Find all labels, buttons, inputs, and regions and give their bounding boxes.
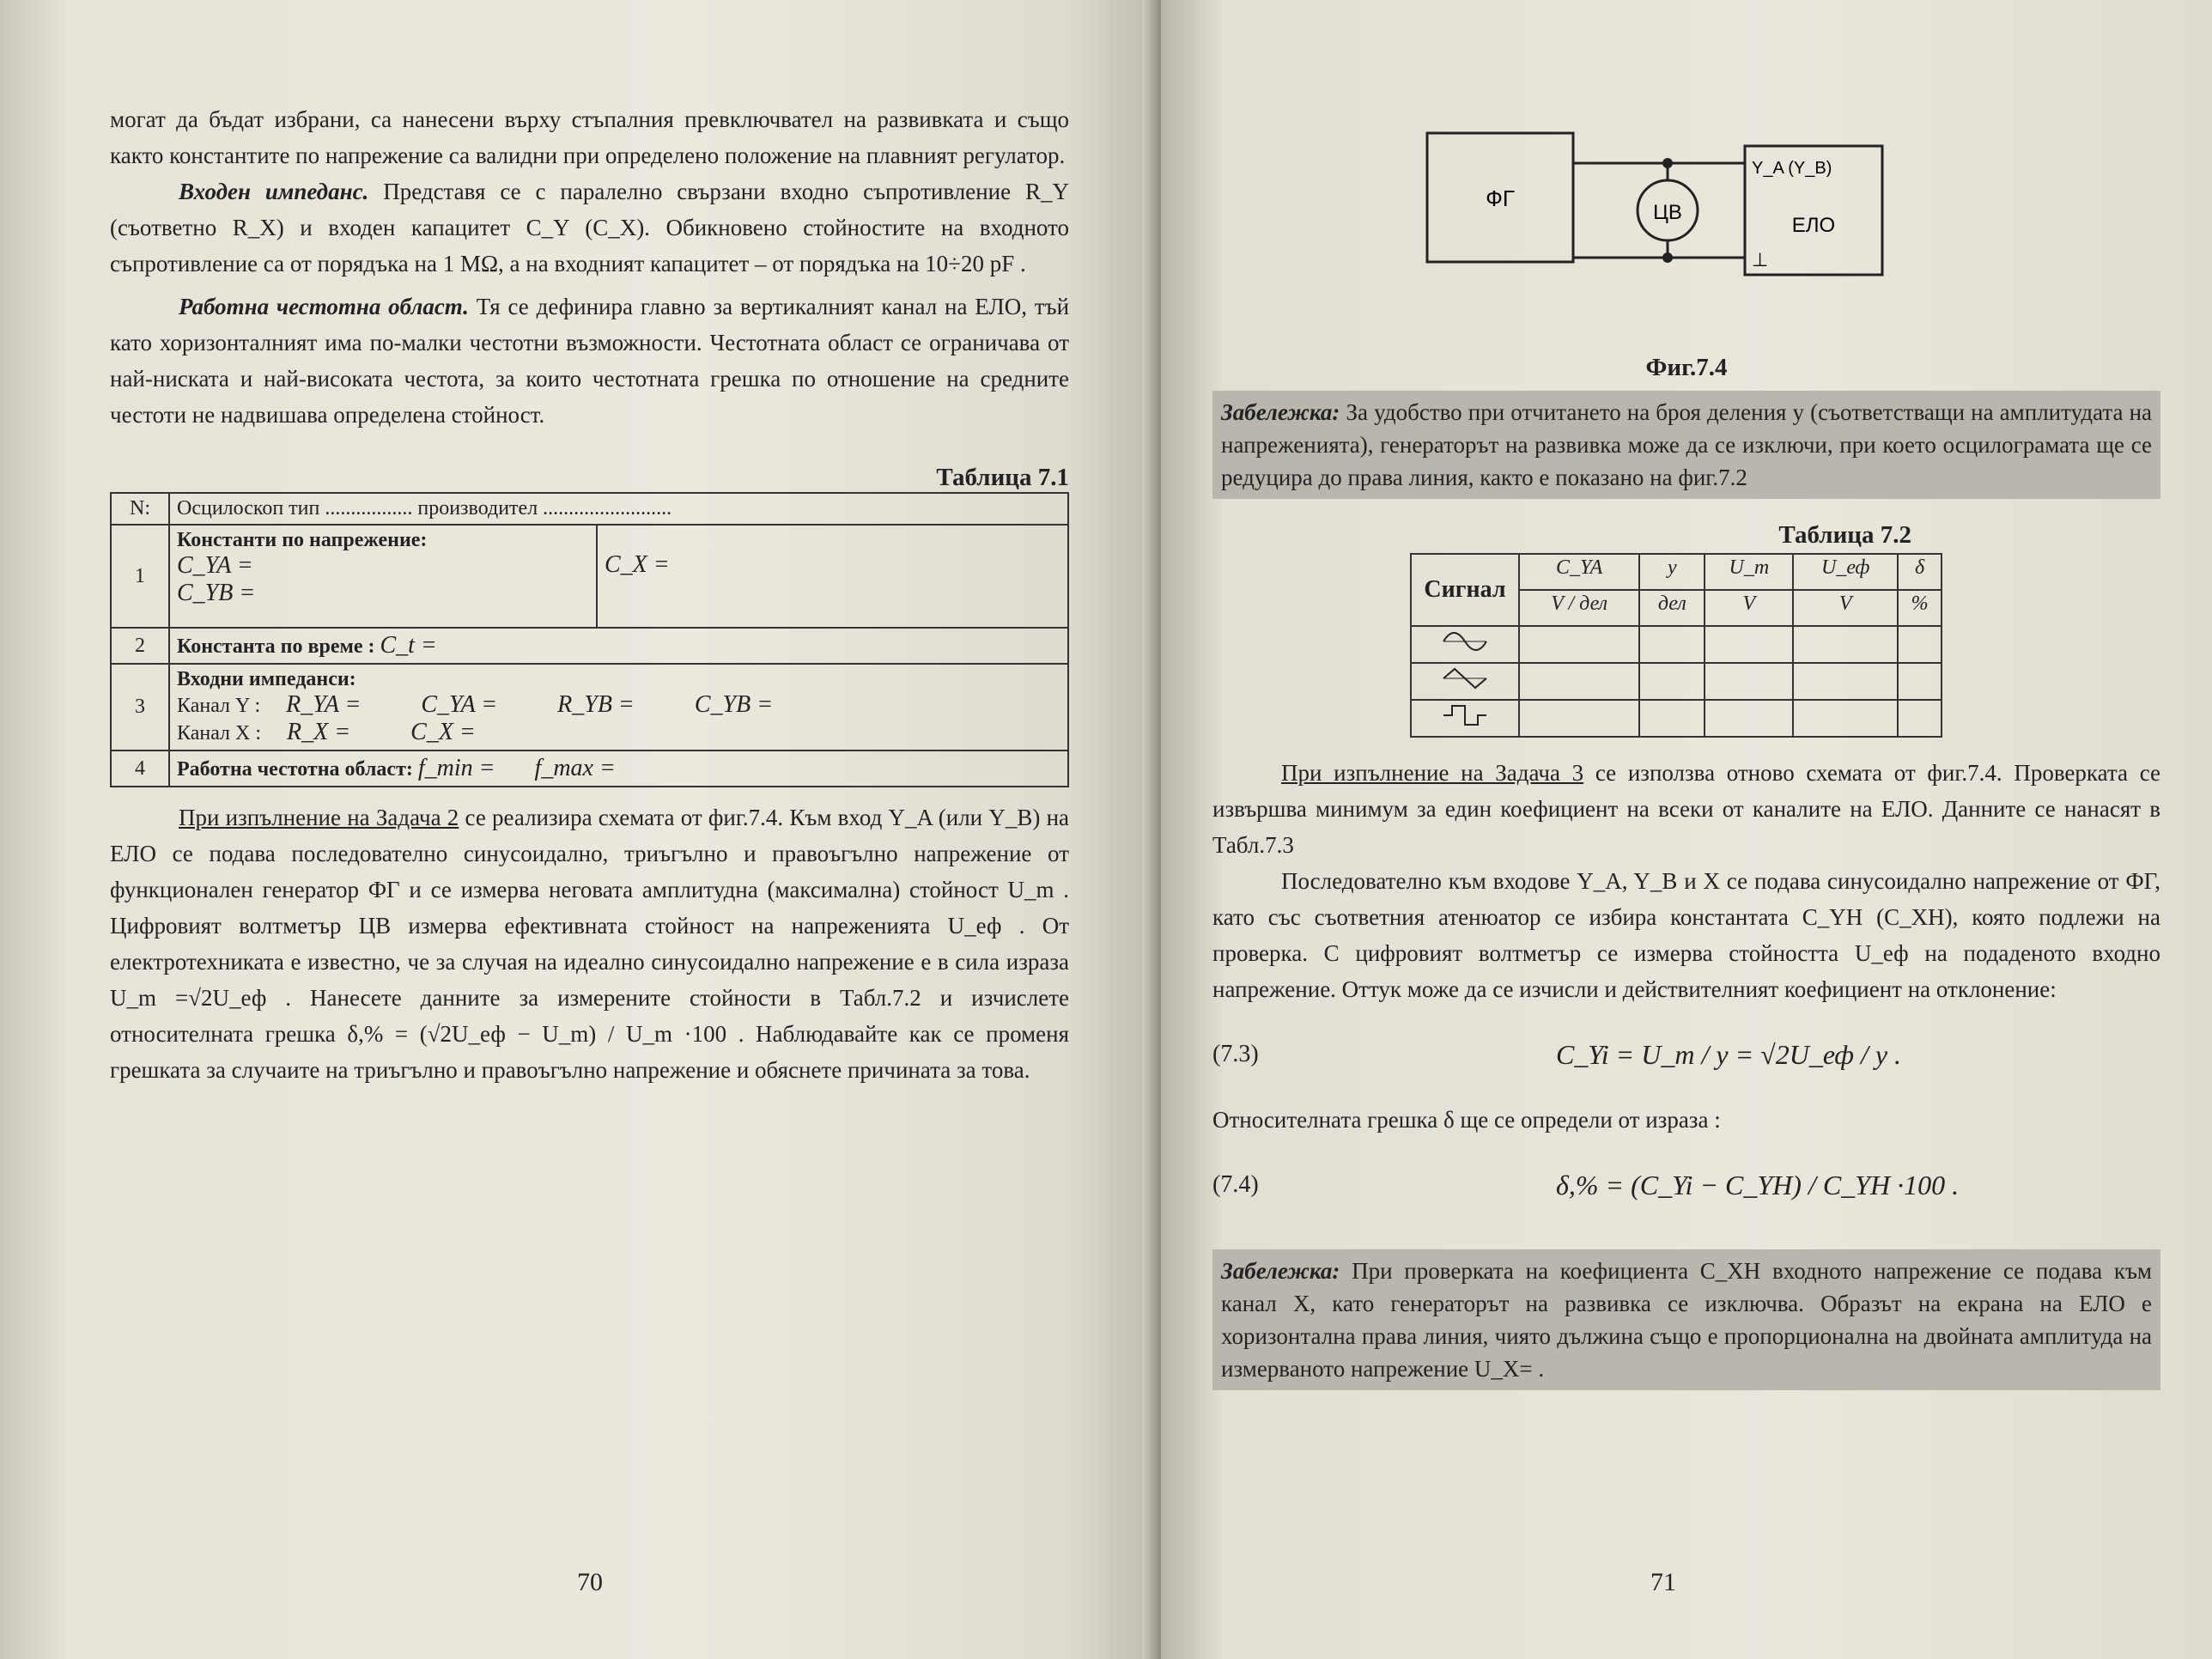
cyb-label: C_YB = [694, 691, 774, 718]
triangle-wave-icon [1411, 663, 1519, 700]
signal-header: Сигнал [1411, 554, 1519, 626]
note-1 [1212, 391, 2160, 499]
row-number: 1 [111, 525, 169, 628]
impedances-cell [169, 664, 1068, 750]
note-2 [1212, 1249, 2160, 1390]
cx-label: C_X = [605, 551, 670, 578]
row-number: 4 [111, 750, 169, 787]
col-header: y [1639, 554, 1705, 590]
time-constant-cell [169, 628, 1068, 664]
fg-label: ФГ [1486, 185, 1515, 211]
col-header: C_YA [1519, 554, 1639, 590]
note2-label: Забележка: [1221, 1258, 1340, 1284]
junction-top [1662, 158, 1673, 168]
equation-label: (7.4) [1212, 1171, 1259, 1198]
paragraph-error: Относителната грешка δ ще се определи от израза : [1212, 1107, 1721, 1133]
task2-text: се реализира схемата от фиг.7.4. Към вход Y_A (или Y_B) на ЕЛО се подава последователно синусоидално, триъгълно и правоъгълно напрежение от функционален генератор ФГ и се измерва неговата амплитудна (максимална) стойност U_m . Цифровият волтметър ЦВ измерва ефективната стойност на напреженията U_еф . От електротехниката е известно, че за случая на идеално синусоидално напрежение е в сила израза U_m =√2U_еф . Нанесете данните за измерените стойности в Табл.7.2 и изчислете относителната грешка δ,% = (√2U_еф − U_m) / U_m ·100 . Наблюдавайте как се променя грешката за случаите на триъгълно и правоъгълно напрежение и обяснете причината за това. [110, 805, 1069, 1083]
col-header: δ [1898, 554, 1942, 590]
rya-label: R_YA = [286, 691, 362, 718]
right-page [1161, 0, 2212, 1659]
table-header-n: N: [111, 493, 169, 525]
channel-x-label: Канал X : [177, 722, 262, 744]
ct-label: C_t = [380, 632, 437, 659]
table-7-1 [110, 492, 1069, 787]
circuit-diagram [1367, 94, 1968, 318]
paragraph-impedance [110, 173, 1069, 282]
equation-label: (7.3) [1212, 1041, 1259, 1067]
paragraph-frequency [110, 289, 1069, 433]
figure-caption: Фиг.7.4 [1645, 354, 1728, 381]
col-header: U_еф [1793, 554, 1898, 590]
note1-text: За удобство при отчитането на броя деления y (съответстващи на амплитудата на напреженията), генераторът на развивка може да се изключи, при което осцилограмата ще се редуцира до права линия, както е показано на фиг.7.2 [1221, 399, 2153, 490]
square-wave-icon [1411, 700, 1519, 737]
fmax-label: f_max = [534, 755, 616, 781]
impedance-text: Представя се с паралелно свързани входно съпротивление R_Y (съответно R_X) и входен капацитет C_Y (C_X). Обикновено стойностите на входното съпротивление са от порядъка на 1 MΩ, а на входният капацитет – от порядъка на 10÷20 pF . [110, 179, 1069, 276]
unit-cell: V [1793, 590, 1898, 626]
note2-text: При проверката на коефициента C_XH входното напрежение се подава към канал X, като генераторът на развивка се изключва. Образът на екрана на ЕЛО е хоризонтална права линия, чиято дължина също е пропорционална на двойната амплитуда на измерваното напрежение U_X= . [1221, 1258, 2152, 1382]
table-7-1-caption: Таблица 7.1 [936, 464, 1069, 491]
task3-link: При изпълнение на Задача 3 [1281, 760, 1584, 786]
paragraph-sequence: Последователно към входове Y_A, Y_B и X се подава синусоидално напрежение от ФГ, като със съответния атенюатор се избира константата C_YH (C_XH), която подлежи на проверка. С цифровият волтметър се измерва стойността U_еф на подаденото входно напрежение. Оттук може да се изчисли и действителният коефициент на отклонение: [1212, 868, 2160, 1002]
rx-label: R_X = [287, 719, 351, 745]
page-number-left: 70 [577, 1568, 603, 1596]
task2-link: При изпълнение на Задача 2 [179, 805, 459, 830]
equation-formula: C_Yi = U_m / y = √2U_еф / y . [1556, 1038, 1902, 1070]
input-label: Y_A (Y_B) [1752, 159, 1832, 178]
ryb-label: R_YB = [557, 691, 635, 718]
cx-label: C_X = [410, 719, 476, 745]
frequency-range-title: Работна честотна област: [177, 758, 413, 781]
equation-7-3 [1212, 1007, 2160, 1102]
col-header: U_m [1705, 554, 1793, 590]
junction-bottom [1662, 252, 1673, 263]
cya-label: C_YA = [177, 552, 253, 579]
note1-label: Забележка: [1221, 399, 1340, 425]
channel-y-label: Канал Y : [177, 695, 261, 717]
paragraph-task3 [1212, 755, 2160, 863]
cx-cell [597, 525, 1068, 628]
unit-cell: V / дел [1519, 590, 1639, 626]
figure-7-4 [1367, 94, 2160, 343]
time-constant-title: Константа по време : [177, 635, 375, 658]
cv-label: ЦВ [1653, 201, 1682, 224]
unit-cell: V [1705, 590, 1793, 626]
frequency-text: Тя се дефинира главно за вертикалният канал на ЕЛО, тъй като хоризонталният има по-малки честотни възможности. Честотната област се ограничава от най-ниската и най-високата честота, за които честотната грешка по отношение на средните честоти не надвишава определена стойност. [110, 294, 1070, 428]
table-7-2-caption: Таблица 7.2 [1778, 521, 1911, 549]
paragraph-task2 [110, 799, 1069, 1088]
unit-cell: дел [1639, 590, 1705, 626]
cya-label: C_YA = [421, 691, 498, 718]
table-header-text: Осцилоскоп тип ................. производител ......................... [169, 493, 1068, 525]
equation-formula: δ,% = (C_Yi − C_YH) / C_YH ·100 . [1556, 1169, 1960, 1200]
cyb-label: C_YB = [177, 580, 256, 606]
voltage-constants-cell [169, 525, 597, 628]
paragraph-intro: могат да бъдат избрани, са нанесени върху стъпалния превключвател на развивката и също както константите по напрежение са валидни при определено положение на плавният регулатор. [110, 106, 1069, 168]
voltage-constants-title: Константи по напрежение: [177, 529, 428, 551]
frequency-range-cell [169, 750, 1068, 787]
equation-7-4 [1212, 1138, 2160, 1232]
impedance-title: Входен импеданс. [179, 179, 369, 204]
page-number-right: 71 [1650, 1568, 1676, 1596]
task3-text: се използва отново схемата от фиг.7.4. Проверката се извършва минимум за един коефициент на всеки от каналите на ЕЛО. Данните се нанасят в Табл.7.3 [1212, 760, 2160, 858]
ground-symbol: ⊥ [1752, 249, 1769, 270]
fmin-label: f_min = [417, 755, 495, 781]
elo-label: ЕЛО [1791, 214, 1836, 237]
impedances-title: Входни импеданси: [177, 668, 356, 690]
sine-icon [1411, 626, 1519, 663]
unit-cell: % [1898, 590, 1942, 626]
frequency-title: Работна честотна област. [179, 294, 469, 319]
row-number: 2 [111, 628, 169, 664]
row-number: 3 [111, 664, 169, 750]
table-7-2 [1410, 553, 1942, 738]
